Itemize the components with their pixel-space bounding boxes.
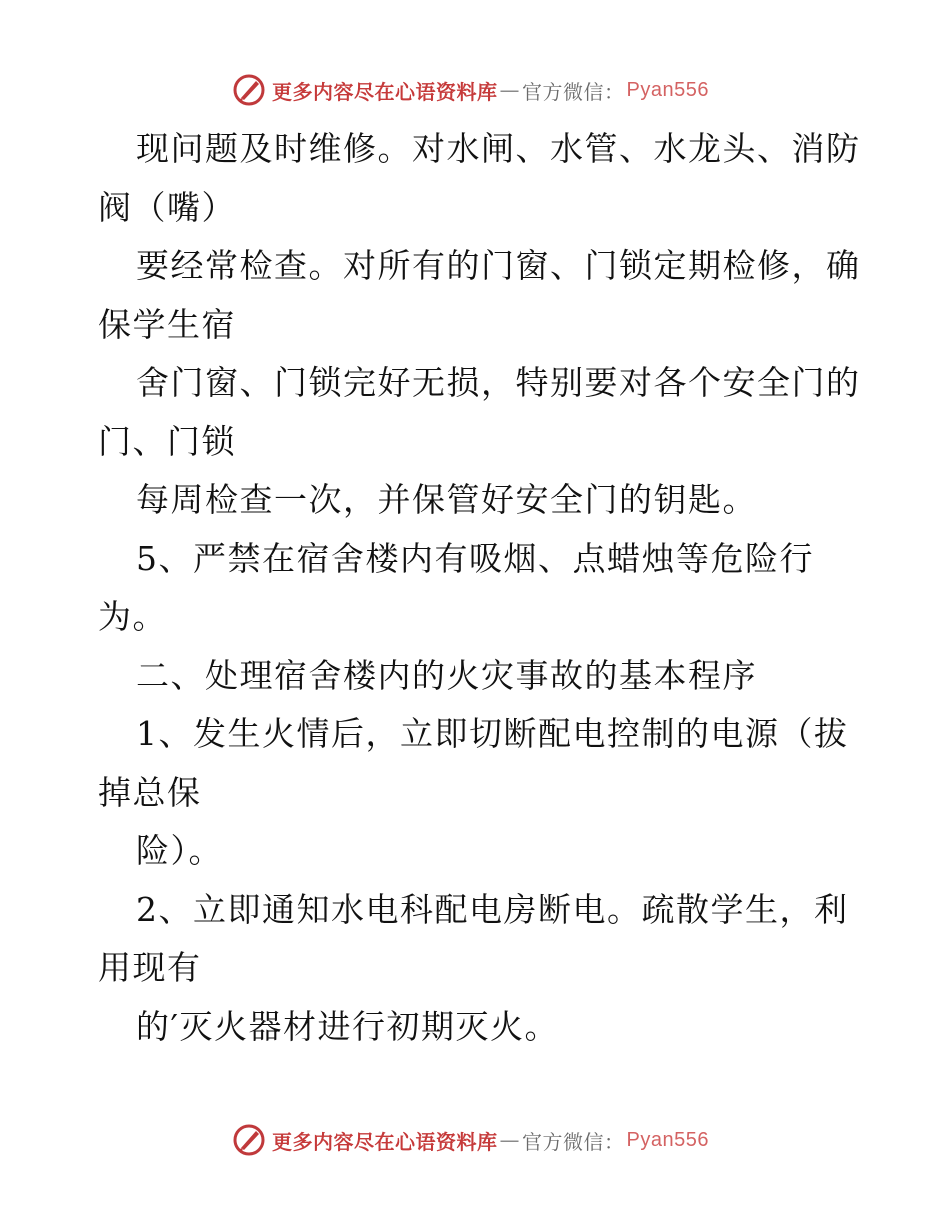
- text-line: 阀（嘴）: [98, 187, 236, 227]
- header-watermark: [232, 70, 709, 110]
- text-line: 保学生宿: [98, 304, 236, 344]
- document-body: [98, 120, 861, 1056]
- text-line: 要经常检查。对所有的门窗、门锁定期检修，确: [136, 246, 861, 285]
- watermark-site-text: 更多内容尽在心语资料库: [272, 1129, 498, 1154]
- watermark-separator: —: [499, 1128, 520, 1152]
- text-line: 用现有: [98, 948, 202, 987]
- watermark-separator: —: [499, 78, 520, 102]
- text-line: 门、门锁: [98, 421, 236, 461]
- text-line: 险）。: [136, 831, 223, 870]
- watermark-wechat-label: 官方微信：: [522, 79, 625, 104]
- watermark-wechat-label: 官方微信：: [522, 1129, 625, 1154]
- text-line: 为。: [98, 597, 167, 636]
- watermark-wechat-id: Pyan556: [626, 1128, 709, 1151]
- watermark-site-text: 更多内容尽在心语资料库: [272, 79, 498, 104]
- text-line: 2、立即通知水电科配电房断电。疏散学生，利: [136, 889, 849, 929]
- text-line: 5、严禁在宿舍楼内有吸烟、点蜡烛等危险行: [136, 538, 814, 578]
- footer-watermark: [232, 1120, 709, 1160]
- text-line: 的′灭火器材进行初期灭火。: [136, 1006, 559, 1046]
- watermark-wechat-id: Pyan556: [626, 78, 709, 101]
- text-line: 掉总保: [98, 772, 202, 812]
- text-line: 二、处理宿舍楼内的火灾事故的基本程序: [136, 655, 757, 695]
- text-line: 现问题及时维修。对水闸、水管、水龙头、消防: [136, 129, 861, 168]
- text-line: 每周检查一次，并保管好安全门的钥匙。: [136, 480, 757, 519]
- text-line: 1、发生火情后，立即切断配电控制的电源（拔: [136, 714, 849, 753]
- text-line: 舍门窗、门锁完好无损，特别要对各个安全门的: [136, 363, 861, 402]
- quill-pen-logo-icon: [232, 73, 266, 107]
- quill-pen-logo-icon: [232, 1123, 266, 1157]
